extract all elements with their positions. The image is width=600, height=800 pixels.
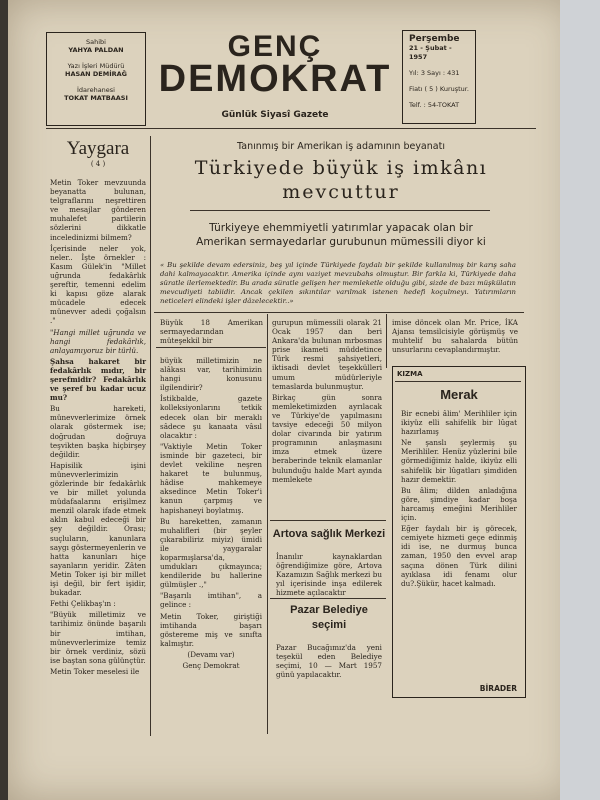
issue-date: 21 - Şubat - 1957 <box>409 44 452 61</box>
issue-price: Fiatı ( 5 ) Kuruştur. <box>409 85 469 93</box>
adjacent-paper <box>560 0 600 800</box>
issue-phone: Telf. : 54-TOKAT <box>409 101 460 109</box>
owner-name: YAHYA PALDAN <box>68 46 124 54</box>
kizma-label: KIZMA <box>397 370 423 378</box>
kizma-box <box>392 366 526 698</box>
masthead-title-genc: GENÇ <box>227 30 323 63</box>
yaygara-paragraph: Fethi Çelikbaş'ın : <box>50 599 116 609</box>
yaygara-paragraph: Metin Toker mevzuunda beyanatta bulunan, telgraflarını neşrettiren ve mesajlar gönderen muhalefet partilerin sözlerini dikkatle inceledinizmi bilmem? <box>50 178 146 242</box>
main-col2-paragraph: gurupun mümessili olarak 21 Ocak 1957 dan beri Ankara'da bulunan mrbosmas prise ikameti müddetince Türk resmi şahsiyetleri, iktisadi devlet teşekkülleri umum müdürleriyle temaslarda bulunmuştur. <box>272 318 382 391</box>
masthead-rule <box>46 128 536 129</box>
continuation-paragraph: "Vaktiyle Metin Toker isminde bir gazeteci, bir devlet vekiline neşren hakaret te bulunmuş, hâdise mahkemeye aksedince Metin Toker'i kanun çarpmış ve hapishaneyi boylatmış. <box>160 441 262 515</box>
yaygara-continuation <box>160 356 262 672</box>
main-col1: Büyük 18 Amerikan sermayedarından müteşekkil bir <box>160 318 263 346</box>
kizma-rule <box>395 381 521 382</box>
left-column <box>50 138 146 678</box>
issue-number: Yıl: 3 Sayı : 431 <box>409 69 460 77</box>
article-rule <box>154 312 524 313</box>
yaygara-part: ( 4 ) <box>90 160 106 168</box>
yaygara-paragraph: İçerisinde neler yok, neler.. İşte örnekler : Kasım Gülek'in "Millet uğrunda fedakârlık şereftir, temenni edelim ki kapısı göze alarak mücadele edecek münevver adedi çoğalsın ." <box>50 243 146 326</box>
artova-headline: Artova sağlık Merkezi <box>272 528 386 540</box>
continuation-paragraph: Metin Toker, giriştiği imtihanda başarı göstereme miş ve sınıfta kalmıştır. <box>160 611 262 648</box>
yaygara-paragraph: "Büyük milletimiz ve tarihimiz önünde başarılı bir imtihan, münevverlerimize temiz bir örnek verdiniz, sözü ise baştan sona gülünçtür. <box>50 610 146 665</box>
owner-label: Sahibi <box>86 38 106 46</box>
main-deck-line2: Amerikan sermayedarlar gurubunun mümessili diyor ki <box>196 236 486 248</box>
continuation-more: (Devamı var) <box>187 649 235 659</box>
main-deck-line1: Türkiyeye ehemmiyetli yatırımlar yapacak olan bir <box>209 222 473 234</box>
main-col2 <box>272 318 382 486</box>
yaygara-paragraph: Metin Toker meselesi ile <box>50 666 140 676</box>
masthead-subtitle: Günlük Siyasî Gazete <box>221 110 329 120</box>
pazar-body: Pazar Bucağımız'da yeni teşekül eden Belediye seçimi, 10 — Mart 1957 günü yapılacaktır. <box>276 643 382 680</box>
issue-day: Perşembe <box>409 34 460 44</box>
merak-paragraph: Eğer faydalı bir iş görecek, cemiyete hizmeti geçe edinmiş idi ise, ne durmuş bunca zaman, 1950 den evvel arap saçına dönen Türk dilini ayıklasa idi fenamı olur du?.Şükür, hacet kalmadı. <box>401 524 517 588</box>
continuation-paragraph: İstikbalde, gazete kolleksiyonlarını tetkik edecek olan bir meraklı sâdece şu kanaata vâsıl olacaktır : <box>160 394 262 440</box>
merak-headline: Merak <box>440 387 478 402</box>
main-quote: « Bu şekilde devam edersiniz, beş yıl içinde Türkiyede faydalı bir şekilde kullanılmış bir karış saha dahi kalmayacaktır. Amerika içinde aynı vaziyet mevzubahs olmuştur. Bir farkla ki, Türkiyede daha süratle ilerlemektedir. Bu arada süratle gelişen her memleketle olduğu gibi, sizde de bazı müşkülatın mevcudiyeti tabiidir. Ancak çekilen sıkıntılar varılmak istenen hedefi koçulmeyı. Yatırımların neticeleri elindeki işler dâzelecektir..» <box>160 261 516 305</box>
continuation-paragraph: büyük milletimizin ne alâkası var, tarihimizin hangi konusunu ilgilendirir? <box>160 356 262 393</box>
section-rule <box>156 347 266 348</box>
continuation-paragraph: Bu hareketten, zamanın muhalifleri (bir şeyler çıkarabiliriz miyiz) ümidi ile yaygaralar koparmışlarsa'da, umdukları çıkmayınca; kendileride bu hallerine gülmüşler .," <box>160 516 262 590</box>
yaygara-headline: Yaygara <box>66 138 130 159</box>
main-col2-paragraph: Birkaç gün sonra memleketimizden ayrılacak ve Türkiye'de yapılmasını tavsiye edeceği 50 milyon dolar civarında bir yatırım programının anlaşmasını imza etmek üzere beraberinde teknik elamanlar bulunduğu halde Mart ayında memlekete <box>272 392 382 484</box>
merak-signature: BİRADER <box>479 684 517 693</box>
publisher-box <box>46 32 146 126</box>
artova-body: İnanılır kaynaklardan öğrendiğimize göre, Artova Kazamızın Sağlık merkezi bu yıl içerisinde inşa edilerek hizmete açılacaktır <box>276 552 382 598</box>
date-box <box>402 30 476 124</box>
continuation-paragraph: "Başarılı imtihan", a gelince : <box>160 591 262 610</box>
column-rule-left <box>150 136 151 736</box>
masthead-title-demokrat: DEMOKRAT <box>158 58 392 100</box>
office-name: TOKAT MATBAASI <box>64 94 128 102</box>
pazar-rule <box>270 598 386 599</box>
main-headline-line2: mevcuttur <box>282 181 400 203</box>
main-headline-line1: Türkiyede büyük iş imkânı <box>194 157 488 179</box>
editor-label: Yazı İşleri Müdürü <box>67 62 125 70</box>
continuation-signature: Genç Demokrat <box>182 661 240 670</box>
yaygara-paragraph: Hapisilik işini münevverlerimizin gözlerinde bir fedakârlık ve bir millet yolunda müdafaalarını erişilmez menzil olarak ifade etmek aklın kabul edeceği bir şey değildir. Orası; suçluların, kanunlara saygı göstermeyenlerin ve hatta kanunları hiçe sayanların yeridir. Zâten Metin Toker işi bir millet işi değil, bir fert işidir, bukadar. <box>50 460 146 598</box>
main-kicker: Tanınmış bir Amerikan iş adamının beyanatı <box>237 141 445 152</box>
yaygara-paragraph: Bu hareketi, münevverlerimize örnek olarak göstermek ise; doğrudan doğruya teşvikten başka hiçbirşey değildir. <box>50 404 146 459</box>
column-rule <box>267 314 268 734</box>
merak-paragraph: Bu âlim; dilden anladığına göre, şimdiye kadar boşa harcamış emeğini Merihliler için. <box>401 485 517 523</box>
headline-rule <box>190 210 490 211</box>
main-col3: imise döncek olan Mr. Price, İKA Ajansı temsilcisiyle görüşmüş ve muhtelif bu sahalarda bütün unsurlarını cevaplandırmıştır. <box>392 318 518 355</box>
yaygara-paragraph: Şahsa hakaret bir fedakârlık mıdır, bir şerefmidir? Fedakârlık ve şeref bu kadar ucuz mu? <box>50 356 146 403</box>
merak-paragraph: Bir ecnebi âlim' Merihliler için ikiyüz elli sahifelik bir lûgat hazırlamış <box>401 409 517 437</box>
office-label: İdarehanesi <box>77 86 115 94</box>
editor-name: HASAN DEMİRAĞ <box>65 70 127 78</box>
pazar-headline-line1: Pazar Belediye <box>290 604 368 616</box>
artova-rule <box>270 520 386 521</box>
pazar-headline-line2: seçimi <box>311 619 347 631</box>
yaygara-paragraph: "Hangi millet uğrunda ve hangi fedakârlık, anlayamıyoruz bir türlü. <box>50 327 146 355</box>
merak-paragraph: Ne şanslı şeylermiş şu Merihliler. Henüz yüzlerini bile görmediğimiz halde, ikiyüz elli sahifelik bir lûgatları şimdiden hazır demektir. <box>401 438 517 484</box>
column-rule <box>386 314 387 368</box>
